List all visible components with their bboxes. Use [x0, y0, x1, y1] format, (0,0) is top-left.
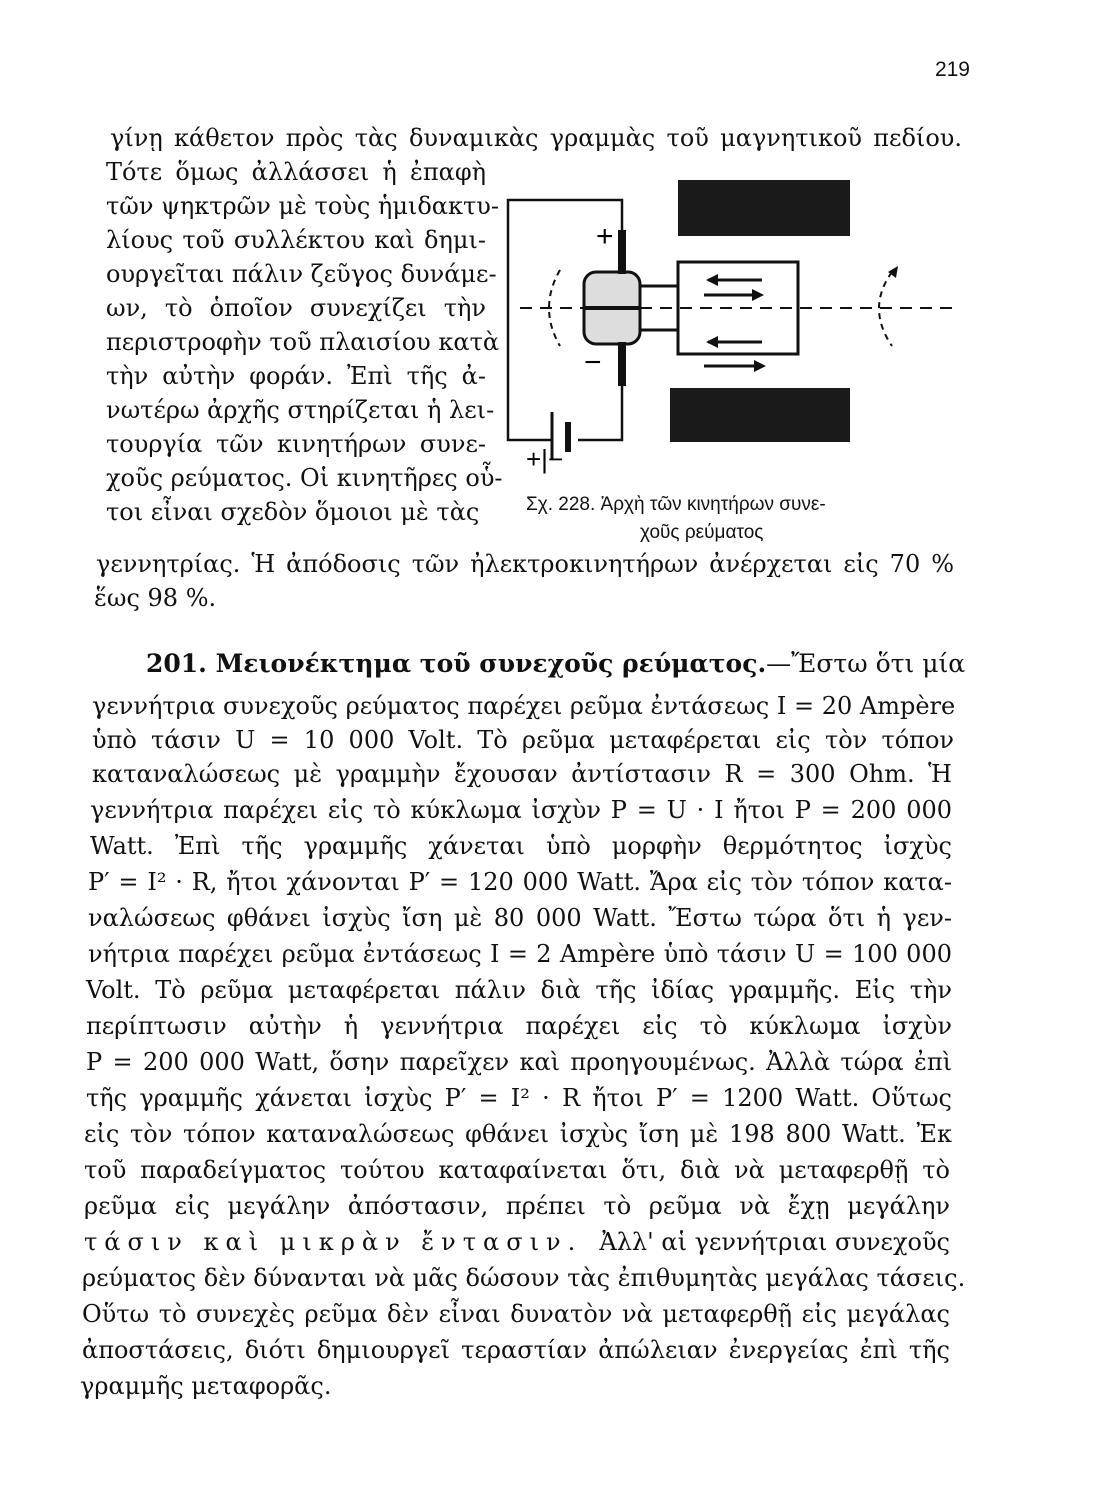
- text-line: Οὕτω τὸ συνεχὲς ρεῦμα δὲν εἶναι δυνατὸν νὰ μεταφερθῇ εἰς μεγάλας: [82, 1300, 950, 1328]
- section-heading-line: [146, 648, 965, 680]
- text-line: Watt. Ἐπὶ τῆς γραμμῆς χάνεται ὑπὸ μορφὴν θερμότητος ἰσχὺς: [90, 832, 952, 860]
- brush-top: [618, 230, 626, 274]
- text-line: ων, τὸ ὁποῖον συνεχίζει τὴν: [106, 294, 486, 322]
- text-line: τῆς γραμμῆς χάνεται ἰσχὺς P′ = I² · R ἤτοι P′ = 1200 Watt. Οὕτως: [86, 1084, 952, 1112]
- text-line: τὴν αὐτὴν φοράν. Ἐπὶ τῆς ἀ-: [106, 362, 486, 390]
- page-number: 219: [934, 58, 970, 81]
- figure-caption-continued: χοῦς ρεύματος: [640, 522, 764, 543]
- text-line: P = 200 000 Watt, ὅσην παρεῖχεν καὶ προηγουμένως. Ἀλλὰ τώρα ἐπὶ: [86, 1048, 952, 1076]
- text-line: γίνῃ κάθετον πρὸς τὰς δυναμικὰς γραμμὰς τοῦ μαγνητικοῦ πεδίου.: [110, 124, 962, 152]
- text-line: νήτρια παρέχει ρεῦμα ἐντάσεως I = 2 Ampère ὑπὸ τάσιν U = 100 000: [88, 940, 952, 968]
- text-line: καταναλώσεως μὲ γραμμὴν ἔχουσαν ἀντίστασιν R = 300 Ohm. Ἡ: [92, 760, 952, 788]
- text-segment: Ἀλλ' αἱ γεννήτριαι συνεχοῦς: [599, 1228, 950, 1256]
- text-line: Τότε ὅμως ἀλλάσσει ἡ ἐπαφὴ: [106, 158, 486, 186]
- emphasized-text: τάσιν καὶ μικρὰν ἔντασιν.: [84, 1228, 583, 1256]
- brush-bottom: [618, 342, 626, 386]
- magnet-bottom: [670, 388, 850, 442]
- text-line: ὑπὸ τάσιν U = 10 000 Volt. Τὸ ρεῦμα μεταφέρεται εἰς τὸν τόπον: [92, 726, 954, 754]
- text-line: περιστροφὴν τοῦ πλαισίου κατὰ: [106, 328, 500, 356]
- text-line: γραμμῆς μεταφορᾶς.: [80, 1372, 332, 1400]
- text-line: ρεύματος δὲν δύνανται νὰ μᾶς δώσουν τὰς ἐπιθυμητὰς μεγάλας τάσεις.: [82, 1264, 966, 1292]
- magnet-top: [678, 180, 850, 236]
- emphasis-line: [84, 1226, 950, 1258]
- text-line: λίους τοῦ συλλέκτου καὶ δημι-: [106, 226, 486, 254]
- section-first-line: —Ἔστω ὅτι μία: [766, 649, 966, 678]
- text-line: εἰς τὸν τόπον καταναλώσεως φθάνει ἰσχὺς ἴση μὲ 198 800 Watt. Ἐκ: [84, 1120, 952, 1148]
- text-line: ουργεῖται πάλιν ζεῦγος δυνάμε-: [106, 260, 497, 288]
- battery-label: +|−: [526, 444, 564, 474]
- text-line: ἕως 98 %.: [94, 584, 217, 612]
- text-line: ἀποστάσεις, διότι δημιουργεῖ τεραστίαν ἀπώλειαν ἐνεργείας ἐπὶ τῆς: [82, 1336, 950, 1364]
- text-line: τοῦ παραδείγματος τούτου καταφαίνεται ὅτι, διὰ νὰ μεταφερθῇ τὸ: [84, 1156, 950, 1184]
- text-line: περίπτωσιν αὐτὴν ἡ γεννήτρια παρέχει εἰς τὸ κύκλωμα ἰσχὺν: [86, 1012, 952, 1040]
- motor-diagram: [500, 160, 960, 480]
- text-line: P′ = I² · R, ἤτοι χάνονται P′ = 120 000 Watt. Ἄρα εἰς τὸν τόπον κατα-: [88, 868, 952, 896]
- text-line: ναλώσεως φθάνει ἰσχὺς ἴση μὲ 80 000 Watt. Ἔστω τώρα ὅτι ἡ γεν-: [88, 904, 952, 932]
- text-line: γεννήτρια παρέχει εἰς τὸ κύκλωμα ἰσχὺν P = U · I ἤτοι P = 200 000: [90, 796, 952, 824]
- text-line: τουργία τῶν κινητήρων συνε-: [106, 430, 486, 458]
- plus-label: +: [596, 220, 614, 253]
- text-line: τῶν ψηκτρῶν μὲ τοὺς ἡμιδακτυ-: [106, 192, 499, 220]
- text-line: χοῦς ρεύματος. Οἱ κινητῆρες οὗ-: [106, 464, 503, 492]
- figure-caption: Σχ. 228. Ἀρχὴ τῶν κινητήρων συνε-: [526, 494, 826, 515]
- text-line: τοι εἶναι σχεδὸν ὅμοιοι μὲ τὰς: [106, 498, 480, 526]
- text-line: Volt. Τὸ ρεῦμα μεταφέρεται πάλιν διὰ τῆς ἰδίας γραμμῆς. Εἰς τὴν: [86, 976, 952, 1004]
- section-heading: 201. Μειονέκτημα τοῦ συνεχοῦς ρεύματος.: [146, 649, 767, 678]
- figure-228: [500, 160, 960, 480]
- text-line: γεννητρίας. Ἡ ἀπόδοσις τῶν ἠλεκτροκινητήρων ἀνέρχεται εἰς 70 %: [96, 550, 954, 578]
- minus-label: −: [584, 346, 602, 379]
- text-line: ρεῦμα εἰς μεγάλην ἀπόστασιν, πρέπει τὸ ρεῦμα νὰ ἔχῃ μεγάλην: [84, 1192, 950, 1220]
- text-line: γεννήτρια συνεχοῦς ρεύματος παρέχει ρεῦμα ἐντάσεως I = 20 Ampère: [92, 692, 956, 720]
- text-line: νωτέρω ἀρχῆς στηρίζεται ἡ λει-: [106, 396, 495, 424]
